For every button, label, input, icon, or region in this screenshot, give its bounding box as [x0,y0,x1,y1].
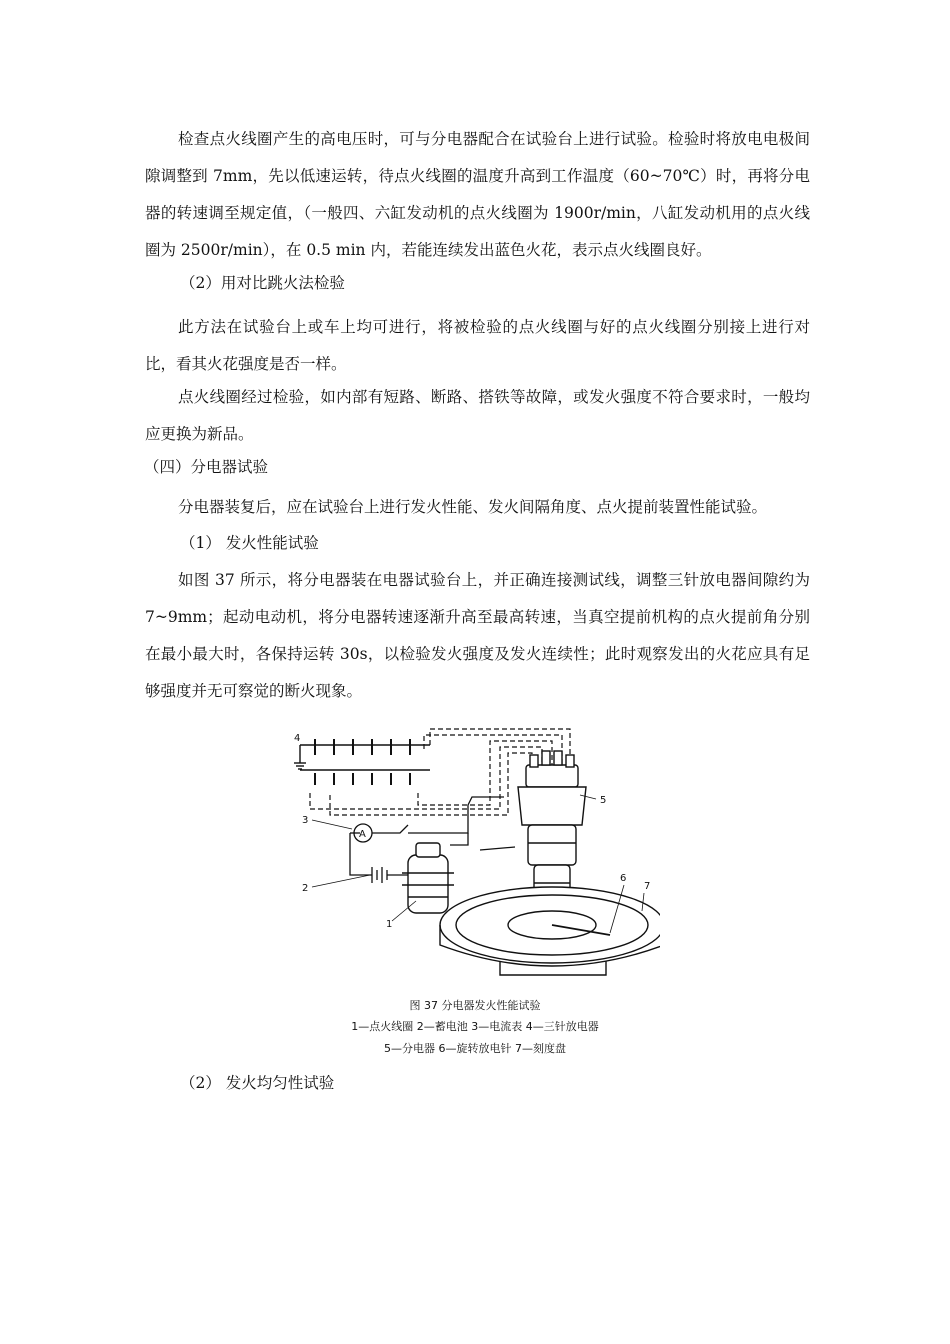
label-3: 3 [302,815,309,826]
heading-comparison-test: （2）用对比跳火法检验 [180,274,345,292]
distributor [518,751,586,905]
paragraph-comparison-method: 此方法在试验台上或车上均可进行，将被检验的点火线圈与好的点火线圈分别接上进行对比，看其火花强度是否一样。 [145,318,810,373]
figure-37-diagram [290,725,660,987]
label-7: 7 [644,881,651,892]
ignition-coil [402,843,454,913]
heading-firing-performance: （1） 发火性能试验 [180,534,319,552]
graduated-dial [440,887,660,975]
label-6: 6 [620,873,627,884]
distributor-test-diagram [290,725,660,987]
paragraph-distributor-overview: 分电器装复后，应在试验台上进行发火性能、发火间隔角度、点火提前装置性能试验。 [178,498,768,516]
label-2: 2 [302,883,309,894]
heading-distributor-test: （四）分电器试验 [144,458,269,476]
label-1: 1 [386,919,393,930]
paragraph-firing-procedure: 如图 37 所示，将分电器装在电器试验台上，并正确连接测试线，调整三针放电器间隙约为 7~9mm；起动电动机，将分电器转速逐渐升高至最高转速，当真空提前机构的点火提前角分别在最小最大时，各保持运转 30s，以检验发火强度及发火连续性；此时观察发出的火花应具有足够强度并无可察觉的断火现象。 [145,571,810,700]
heading-firing-uniformity: （2） 发火均匀性试验 [180,1074,335,1092]
three-pin-discharger [294,739,430,785]
paragraph-coil-replacement: 点火线圈经过检验，如内部有短路、断路、搭铁等故障，或发火强度不符合要求时，一般均应更换为新品。 [145,388,810,443]
label-4: 4 [294,733,301,744]
ammeter-symbol: A [359,829,366,840]
figure-legend-line-1: 1—点火线圈 2—蓄电池 3—电流表 4—三针放电器 [351,1020,599,1033]
paragraph-coil-test: 检查点火线圈产生的高电压时，可与分电器配合在试验台上进行试验。检验时将放电电极间隙调整到 7mm，先以低速运转，待点火线圈的温度升高到工作温度（60~70℃）时，再将分电器的转速调至规定值，（一般四、六缸发动机的点火线圈为 1900r/min，八缸发动机用的点火线圈为 2500r/min），在 0.5 min 内，若能连续发出蓝色火花，表示点火线圈良好。 [145,130,810,259]
figure-legend-line-2: 5—分电器 6—旋转放电针 7—刻度盘 [384,1042,566,1055]
label-5: 5 [600,795,607,806]
figure-caption-title: 图 37 分电器发火性能试验 [409,999,541,1012]
